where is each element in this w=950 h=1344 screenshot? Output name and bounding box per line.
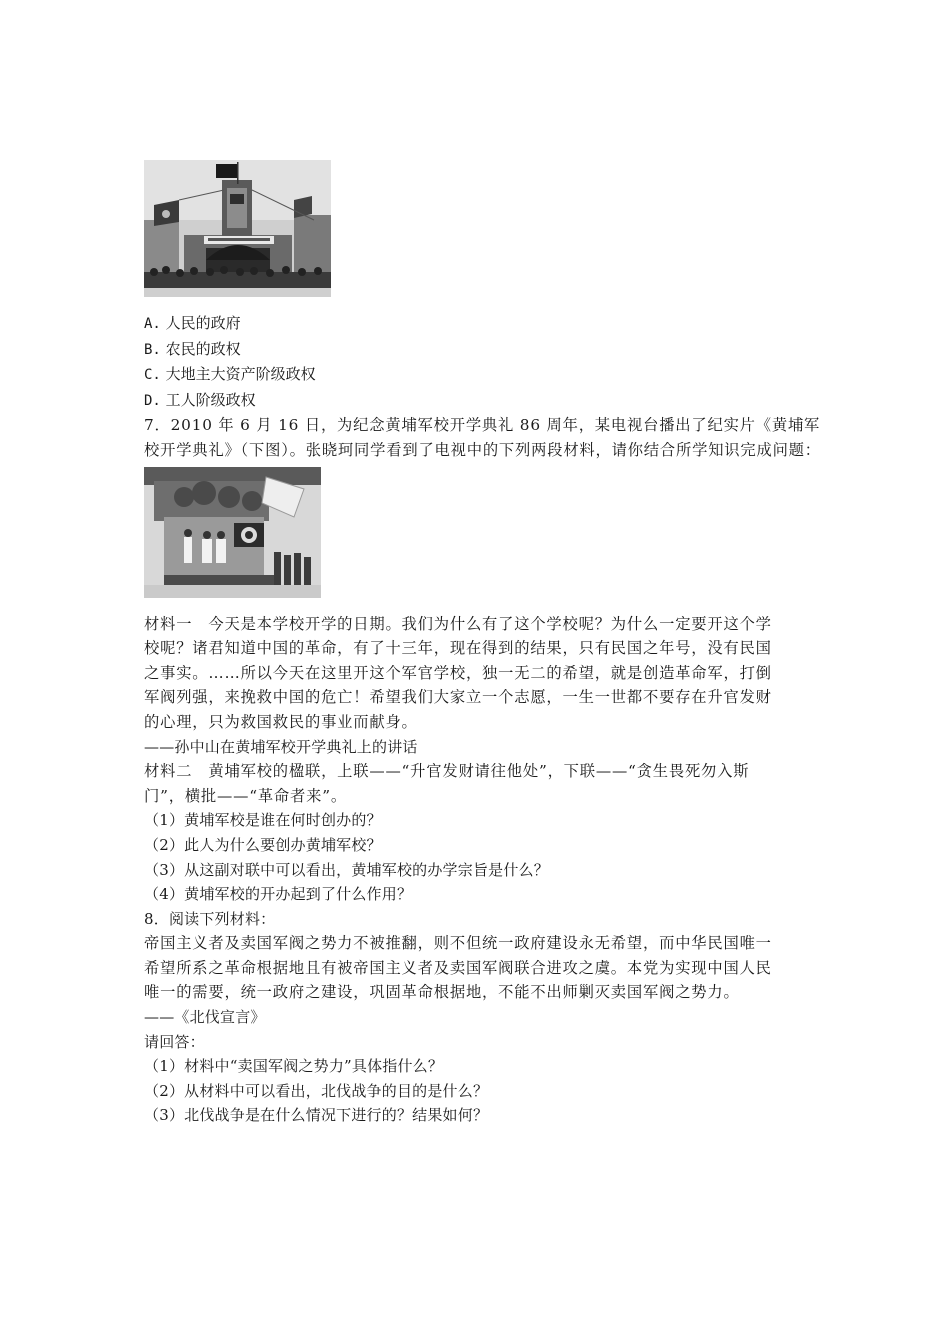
material1-line: 的心理，只为救国救民的事业而献身。: [144, 712, 418, 731]
question6-options: [144, 311, 814, 413]
question7: [144, 413, 821, 906]
question7-intro-line: 7．2010 年 6 月 16 日，为纪念黄埔军校开学典礼 86 周年，某电视台播出了纪实片《黄埔军: [144, 416, 821, 435]
question8-material-line: 唯一的需要，统一政府之建设，巩固革命根据地，不能不出师剿灭卖国军阀之势力。: [144, 983, 740, 1002]
material1-source: ——孙中山在黄埔军校开学典礼上的讲话: [144, 737, 418, 756]
material1-line: 校呢？诸君知道中国的革命，有了十三年，现在得到的结果，只有民国之年号，没有民国: [144, 639, 772, 658]
material1-line: 军阀列强，来挽救中国的危亡！希望我们大家立一个志愿，一生一世都不要存在升官发财: [144, 688, 772, 707]
option-d: D. 工人阶级政权: [144, 390, 256, 409]
question8-sub-question: （1）材料中“卖国军阀之势力”具体指什么？: [144, 1057, 444, 1076]
question7-sub-question: （1）黄埔军校是谁在何时创办的？: [144, 811, 382, 830]
historical-photo-gate: [144, 160, 331, 297]
question8-sub-question: （3）北伐战争是在什么情况下进行的？结果如何？: [144, 1106, 489, 1125]
question7-sub-question: （2）此人为什么要创办黄埔军校？: [144, 835, 382, 854]
option-c: C. 大地主大资产阶级政权: [144, 365, 316, 384]
question8-prompt: 请回答：: [144, 1032, 205, 1051]
historical-photo-ceremony: [144, 467, 321, 598]
option-b: B. 农民的政权: [144, 339, 241, 358]
question7-sub-question: （3）从这副对联中可以看出，黄埔军校的办学宗旨是什么？: [144, 860, 549, 879]
question7-intro-line: 校开学典礼》（下图）。张晓珂同学看到了电视中的下列两段材料，请你结合所学知识完成问题：: [144, 440, 821, 459]
question8-title: 8．阅读下列材料：: [144, 909, 276, 928]
material1-line: 材料一 今天是本学校开学的日期。我们为什么有了这个学校呢？为什么一定要开这个学: [144, 614, 772, 633]
material1-line: 之事实。……所以今天在这里开这个军官学校，独一无二的希望，就是创造革命军，打倒: [144, 663, 772, 682]
question8-source: ——《北伐宣言》: [144, 1008, 266, 1027]
document-page: [144, 160, 821, 1128]
question7-sub-question: （4）黄埔军校的开办起到了什么作用？: [144, 885, 413, 904]
material2-line: 材料二 黄埔军校的楹联，上联——“升官发财请往他处”，下联——“贪生畏死勿入斯: [144, 762, 750, 781]
option-a: A. 人民的政府: [144, 314, 241, 332]
question8-material-line: 帝国主义者及卖国军阀之势力不被推翻，则不但统一政府建设永无希望，而中华民国唯一: [144, 934, 772, 953]
question8-sub-question: （2）从材料中可以看出，北伐战争的目的是什么？: [144, 1081, 489, 1100]
question8-material-line: 希望所系之革命根据地且有被帝国主义者及卖国军阀联合进攻之虞。本党为实现中国人民: [144, 958, 772, 977]
question8: [144, 907, 814, 1128]
material2-line: 门”，横批——“革命者来”。: [144, 786, 347, 805]
